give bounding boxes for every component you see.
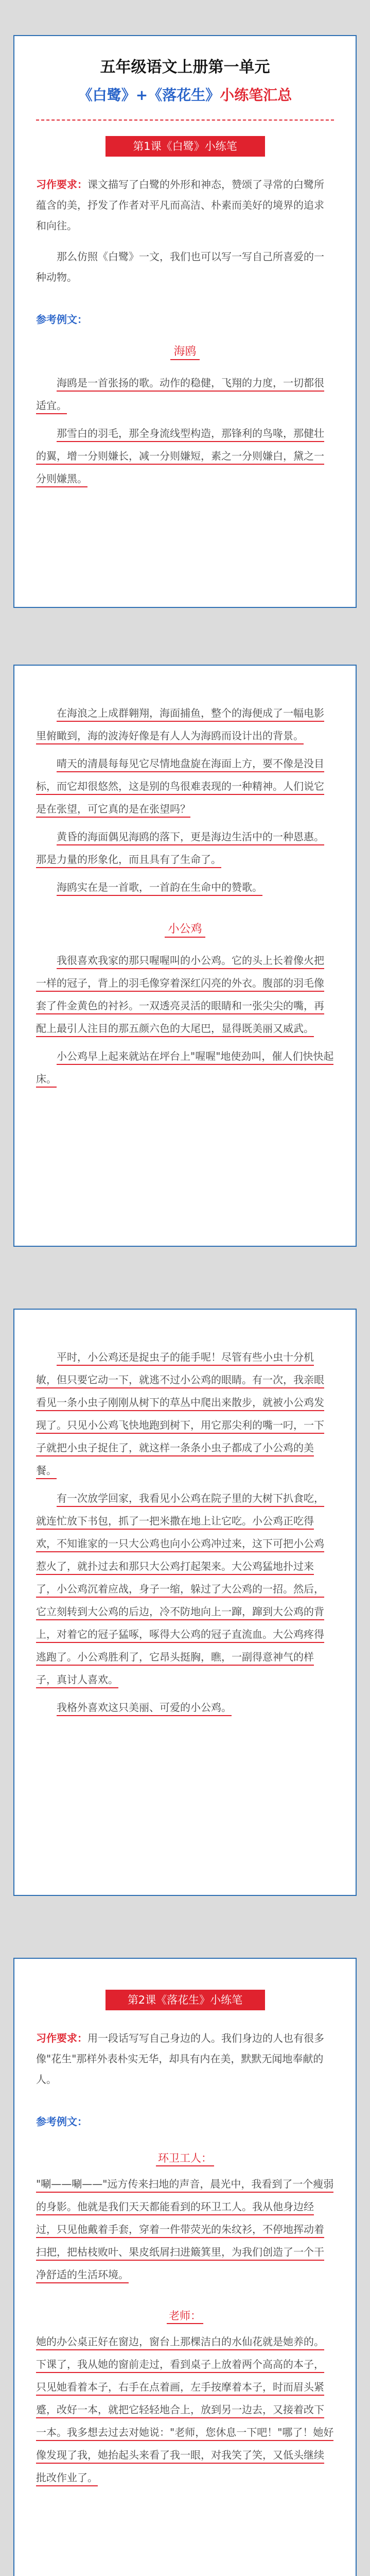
title-divider xyxy=(36,120,334,121)
chick-paragraph-5: 我格外喜欢这只美丽、可爱的小公鸡。 xyxy=(36,1696,334,1719)
task-label: 习作要求： xyxy=(36,2032,87,2044)
page-2 xyxy=(13,665,357,1247)
task-text: 课文描写了白鹭的外形和神态，赞颂了寻常的白鹭所蕴含的美，抒发了作者对平凡而高洁、朴素而美好的境界的追求和向往。 xyxy=(36,178,324,232)
lesson2-task xyxy=(36,2028,334,2090)
essay-title-text: 小公鸡 xyxy=(165,923,205,938)
seagull-paragraph-6: 海鸥实在是一首歌，一首韵在生命中的赞歌。 xyxy=(36,876,334,899)
document-subtitle xyxy=(36,86,334,105)
teacher-paragraph: 她的办公桌正好在窗边，窗台上那棵洁白的水仙花就是她养的。下课了，我从她的窗前走过，看到桌子上放着两个高高的本子，只见她看着本子，右手在点着画，左手按摩着本子，时而眉头紧蹙，改好一本，就把它轻轻地合上，放到另一边去，又接着改下一本。我多想去过去对她说："老师，您休息一下吧！"哪了！她好像发现了我，她抬起头来看了我一眼，对我笑了笑，又低头继续批改作业了。 xyxy=(36,2330,334,2489)
seagull-paragraph-5: 黄昏的海面偶见海鸥的落下，更是海边生活中的一种恩惠。那是力量的形象化，而且具有了生命了。 xyxy=(36,825,334,871)
subhead-text: 老师： xyxy=(167,2310,203,2324)
lesson1-banner: 第1课《白鹭》小练笔 xyxy=(105,136,265,157)
document-title: 五年级语文上册第一单元 xyxy=(100,58,270,76)
lesson1-prompt: 那么仿照《白鹭》一文，我们也可以写一写自己所喜爱的一种动物。 xyxy=(36,250,324,283)
page-1 xyxy=(13,35,357,608)
reference-label: 参考例文： xyxy=(36,313,87,326)
page-3 xyxy=(13,1309,357,1896)
lesson2-banner: 第2课《落花生》小练笔 xyxy=(105,1990,265,2010)
chick-paragraph-2: 小公鸡早上起来就站在坪台上"喔喔"地使劲叫，催人们快快起床。 xyxy=(36,1045,334,1090)
chick-paragraph-3: 平时，小公鸡还是捉虫子的能手呢！尽管有些小虫十分机敏，但只要它动一下，就逃不过小公鸡的眼睛。有一次，我亲眼看见一条小虫子刚刚从树下的草丛中爬出来散步，就被小公鸡发现了。只见小公鸡飞快地跑到树下，用它那尖利的嘴一叼，一下子就把小虫子捉住了，就这样一条条小虫子都成了小公鸡的美餐。 xyxy=(36,1346,334,1482)
subtitle-lesson2: 《落花生》 xyxy=(148,87,220,104)
subtitle-lesson1: 《白鹭》 xyxy=(78,87,136,104)
task-text: 用一段话写写自己身边的人。我们身边的人也有很多像"花生"那样外表朴实无华，却具有内在美，默默无闻地奉献的人。 xyxy=(36,2032,324,2086)
essay-title-text: 海鸥 xyxy=(170,345,199,360)
subhead-text: 环卫工人： xyxy=(156,2152,214,2166)
lesson1-task xyxy=(36,174,334,236)
essay-title-seagull xyxy=(36,342,334,362)
chick-paragraph-1: 我很喜欢我家的那只喔喔叫的小公鸡。它的头上长着像火把一样的冠子，背上的羽毛像穿着深红闪亮的外衣。腹部的羽毛像套了件金黄色的衬衫。一双透亮灵活的眼睛和一张尖尖的嘴，再配上最引人注目的那五颜六色的大尾巴，显得既美丽又威武。 xyxy=(36,949,334,1040)
reference-label: 参考例文： xyxy=(36,2115,87,2128)
page-4 xyxy=(13,1958,357,2576)
seagull-paragraph-4: 晴天的清晨每每见它尽情地盘旋在海面上方，要不像是没目标，而它却很悠然，这是别的鸟很难表现的一种精神。人们说它是在张望，可它真的是在张望吗？ xyxy=(36,752,334,820)
worker-paragraph: "唰——唰——"远方传来扫地的声音，晨光中，我看到了一个瘦弱的身影。他就是我们天天都能看到的环卫工人。我从他身边经过，只见他戴着手套，穿着一件带荧光的朱纹衫，不停地挥动着扫把，把枯枝败叶、果皮纸屑扫进簸箕里，为我们创造了一个干净舒适的生活环境。 xyxy=(36,2173,334,2286)
subhead-sanitation-worker xyxy=(36,2149,334,2167)
subhead-teacher xyxy=(36,2307,334,2325)
seagull-paragraph-3: 在海浪之上成群翱翔，海面捕鱼，整个的海便成了一幅电影里俯瞰到，海的波涛好像是有人人为海鸥而设计出的背景。 xyxy=(36,702,334,747)
subtitle-summary: 小练笔汇总 xyxy=(220,87,292,104)
subtitle-plus: + xyxy=(135,87,148,104)
task-label: 习作要求： xyxy=(36,178,87,191)
seagull-paragraph-1: 海鸥是一首张扬的歌。动作的稳健，飞翔的力度，一切都很适宜。 xyxy=(36,371,334,417)
seagull-paragraph-2: 那雪白的羽毛，那全身流线型构造，那锋利的鸟喙，那健壮的翼，增一分则嫌长，减一分则嫌短，素之一分则嫌白，黛之一分则嫌黑。 xyxy=(36,422,334,490)
chick-paragraph-4: 有一次放学回家，我看见小公鸡在院子里的大树下扒食吃，就连忙放下书包，抓了一把米撒在地上让它吃。小公鸡正吃得欢，不知谁家的一只大公鸡也向小公鸡冲过来，这下可把小公鸡惹火了，就扑过去和那只大公鸡打起架来。大公鸡猛地扑过来了，小公鸡沉着应战，身子一缩，躲过了大公鸡的一招。然后，它立刻转到大公鸡的后边，冷不防地向上一蹿，蹿到大公鸡的背上，对着它的冠子猛啄，啄得大公鸡的冠子直流血。大公鸡疼得逃跑了。小公鸡胜利了，它昂头挺胸，瞧，一副得意神气的样子，真讨人喜欢。 xyxy=(36,1487,334,1691)
essay-title-chick xyxy=(36,919,334,940)
